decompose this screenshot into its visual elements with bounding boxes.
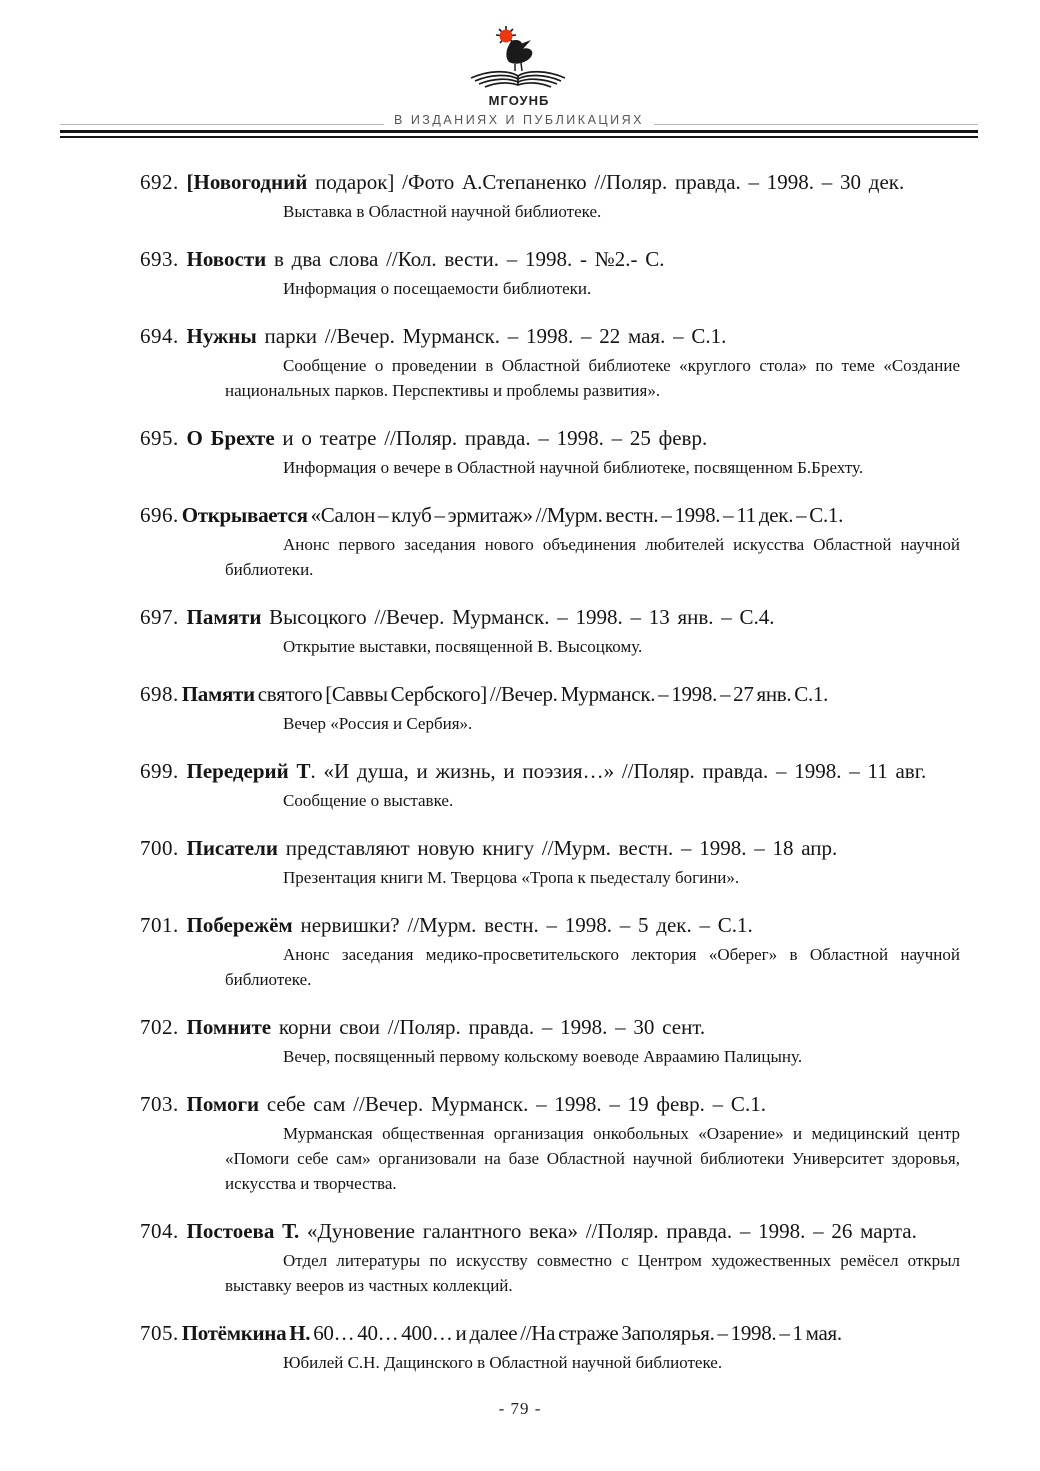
entry-annotation: Вечер «Россия и Сербия».	[283, 714, 473, 733]
bird-over-open-book-with-sun-icon	[459, 26, 579, 92]
entry-heading	[78, 245, 960, 274]
entry-title-rest: Высоцкого //Вечер. Мурманск. – 1998. – 13 янв. – С.4.	[261, 605, 775, 629]
entry-number: 693.	[140, 247, 179, 271]
logo-acronym: МГОУНБ	[488, 93, 550, 108]
bibliography-entry	[78, 168, 960, 224]
bibliography-entry	[78, 834, 960, 890]
entry-title-rest: «Салон – клуб – эрмитаж» //Мурм. вестн. – 1998. – 11 дек. – С.1.	[307, 503, 844, 527]
entry-number: 694.	[140, 324, 179, 348]
entry-heading	[78, 1013, 960, 1042]
entry-heading	[78, 757, 960, 786]
entry-annotation: Вечер, посвященный первому кольскому воеводе Авраамию Палицыну.	[283, 1047, 803, 1066]
entry-heading	[78, 834, 960, 863]
entry-heading	[78, 1217, 960, 1246]
entry-title-bold: Новости	[186, 247, 267, 271]
bibliography-list	[78, 168, 960, 1375]
entry-annotation: Анонс заседания медико-просветительского лектория «Оберег» в Областной научной библиотеке.	[225, 945, 960, 989]
entry-number: 698.	[140, 682, 179, 706]
entry-title-rest: святого [Саввы Сербского] //Вечер. Мурманск. – 1998. – 27 янв. С.1.	[254, 682, 829, 706]
entry-heading	[78, 322, 960, 351]
entry-annotation: Сообщение о проведении в Областной библиотеке «круглого стола» по теме «Создание национальных парков. Перспективы и проблемы развития».	[225, 356, 960, 400]
entry-annotation: Юбилей С.Н. Дащинского в Областной научной библиотеке.	[283, 1353, 723, 1372]
entry-annotation: Информация о вечере в Областной научной библиотеке, посвященном Б.Брехту.	[283, 458, 864, 477]
entry-annotation: Открытие выставки, посвященной В. Высоцкому.	[283, 637, 643, 656]
entry-heading	[78, 680, 960, 709]
entry-annotation: Выставка в Областной научной библиотеке.	[283, 202, 602, 221]
entry-heading	[78, 424, 960, 453]
entry-annotation: Презентация книги М. Тверцова «Тропа к пьедесталу богини».	[283, 868, 740, 887]
bibliography-entry	[78, 1217, 960, 1298]
entry-title-bold: Писатели	[186, 836, 278, 860]
page-header	[78, 26, 960, 138]
bibliography-entry	[78, 680, 960, 736]
entry-title-rest: нервишки? //Мурм. вестн. – 1998. – 5 дек. – С.1.	[292, 913, 753, 937]
entry-annotation: Информация о посещаемости библиотеки.	[283, 279, 592, 298]
entry-title-bold: Потёмкина Н.	[181, 1321, 311, 1345]
entry-heading	[78, 168, 960, 197]
entry-heading	[78, 1319, 960, 1348]
entry-annotation: Сообщение о выставке.	[283, 791, 454, 810]
bibliography-entry	[78, 501, 960, 582]
entry-title-rest: представляют новую книгу //Мурм. вестн. – 1998. – 18 апр.	[278, 836, 838, 860]
entry-number: 701.	[140, 913, 179, 937]
entry-number: 703.	[140, 1092, 179, 1116]
bibliography-entry	[78, 603, 960, 659]
entry-annotation: Анонс первого заседания нового объединения любителей искусства Областной научной библиотеки.	[225, 535, 960, 579]
entry-title-bold: Помоги	[186, 1092, 260, 1116]
entry-title-bold: Побережём	[186, 913, 293, 937]
entry-title-rest: . «И душа, и жизнь, и поэзия…» //Поляр. правда. – 1998. – 11 авг.	[310, 759, 927, 783]
entry-title-rest: 60… 40… 400… и далее //На страже Заполярья. – 1998. – 1 мая.	[310, 1321, 842, 1345]
entry-title-rest: себе сам //Вечер. Мурманск. – 1998. – 19 февр. – С.1.	[259, 1092, 766, 1116]
entry-number: 700.	[140, 836, 179, 860]
entry-title-bold: Нужны	[186, 324, 257, 348]
entry-number: 705.	[140, 1321, 179, 1345]
bibliography-entry	[78, 911, 960, 992]
bibliography-entry	[78, 322, 960, 403]
entry-title-bold: Передерий Т	[186, 759, 311, 783]
entry-title-bold: [Новогодний	[186, 170, 308, 194]
entry-title-rest: и о театре //Поляр. правда. – 1998. – 25 февр.	[274, 426, 708, 450]
entry-title-bold: Памяти	[181, 682, 255, 706]
entry-title-bold: Помните	[186, 1015, 272, 1039]
entry-heading	[78, 1090, 960, 1119]
entry-number: 695.	[140, 426, 179, 450]
entry-number: 692.	[140, 170, 179, 194]
entry-heading	[78, 911, 960, 940]
bibliography-entry	[78, 757, 960, 813]
bibliography-entry	[78, 424, 960, 480]
entry-number: 696.	[140, 503, 179, 527]
entry-heading	[78, 603, 960, 632]
bibliography-entry	[78, 245, 960, 301]
entry-title-bold: Открывается	[181, 503, 308, 527]
entry-number: 697.	[140, 605, 179, 629]
entry-title-rest: в два слова //Кол. вести. – 1998. - №2.- С.	[266, 247, 665, 271]
entry-number: 702.	[140, 1015, 179, 1039]
bibliography-entry	[78, 1013, 960, 1069]
entry-title-rest: корни свои //Поляр. правда. – 1998. – 30 сент.	[271, 1015, 706, 1039]
page-number: - 79 -	[498, 1399, 542, 1418]
header-subtitle: В ИЗДАНИЯХ И ПУБЛИКАЦИЯХ	[394, 113, 644, 127]
header-rule-row	[60, 113, 978, 127]
bibliography-entry	[78, 1090, 960, 1196]
entry-title-rest: подарок] /Фото А.Степаненко //Поляр. правда. – 1998. – 30 дек.	[307, 170, 905, 194]
entry-title-rest: парки //Вечер. Мурманск. – 1998. – 22 мая. – С.1.	[256, 324, 727, 348]
entry-annotation: Мурманская общественная организация онкобольных «Озарение» и медицинский центр «Помоги себе сам» организовали на базе Областной научной библиотеки Университет здоровья, искусства и творчества.	[225, 1124, 960, 1193]
entry-number: 704.	[140, 1219, 179, 1243]
entry-title-rest: «Дуновение галантного века» //Поляр. правда. – 1998. – 26 марта.	[299, 1219, 917, 1243]
entry-number: 699.	[140, 759, 179, 783]
entry-heading	[78, 501, 960, 530]
entry-title-bold: О Брехте	[186, 426, 275, 450]
bibliography-entry	[78, 1319, 960, 1375]
entry-title-bold: Постоева Т.	[186, 1219, 300, 1243]
entry-annotation: Отдел литературы по искусству совместно с Центром художественных ремёсел открыл выставку вееров из частных коллекций.	[225, 1251, 960, 1295]
entry-title-bold: Памяти	[186, 605, 262, 629]
header-double-rule	[60, 130, 978, 138]
